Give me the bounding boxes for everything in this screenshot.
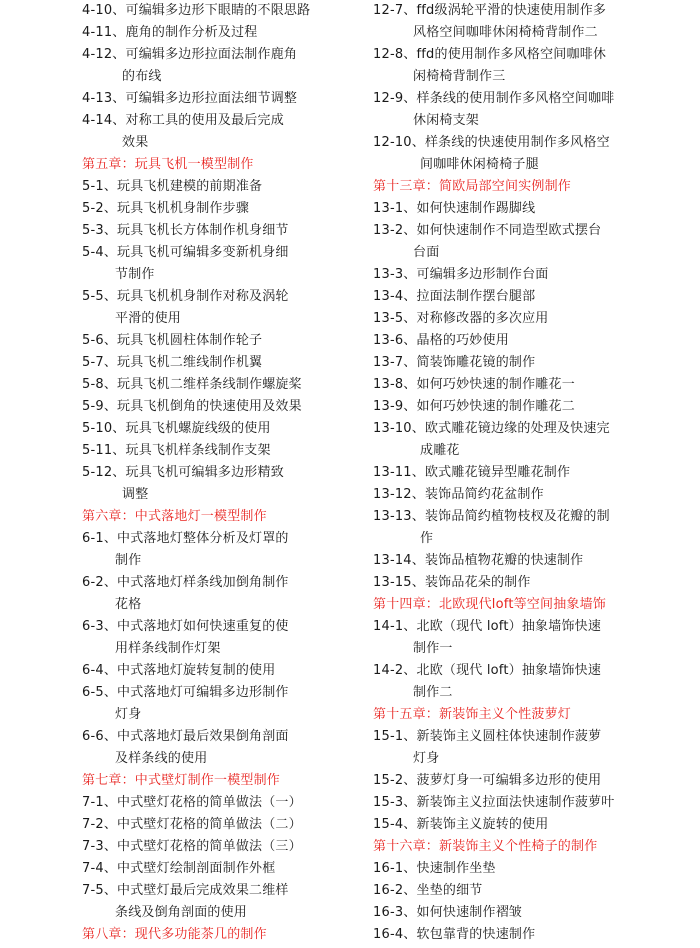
toc-entry: 5-9、玩具飞机倒角的快速使用及效果 [82, 399, 302, 414]
toc-entry: 16-4、软包靠背的快速制作 [373, 927, 536, 942]
toc-entry: 7-2、中式壁灯花格的简单做法（二） [82, 817, 302, 832]
chapter-heading: 第十六章：新装饰主义个性椅子的制作 [373, 839, 598, 854]
toc-entry: 14-1、北欧（现代 loft）抽象墙饰快速 [373, 619, 602, 634]
chapter-heading: 第十三章：简欧局部空间实例制作 [373, 179, 572, 194]
toc-entry: 6-2、中式落地灯样条线加倒角制作 [82, 575, 289, 590]
toc-entry: 13-12、装饰品简约花盆制作 [373, 487, 544, 502]
toc-entry: 12-8、ffd的使用制作多风格空间咖啡休 [373, 47, 607, 62]
toc-entry-continuation: 条线及倒角剖面的使用 [115, 905, 248, 920]
toc-entry: 5-2、玩具飞机机身制作步骤 [82, 201, 250, 216]
toc-left-column [82, 0, 344, 946]
toc-entry: 7-3、中式壁灯花格的简单做法（三） [82, 839, 302, 854]
toc-entry: 13-6、晶格的巧妙使用 [373, 333, 509, 348]
toc-entry: 4-12、可编辑多边形拉面法制作鹿角 [82, 47, 298, 62]
toc-entry: 15-2、菠萝灯身一可编辑多边形的使用 [373, 773, 602, 788]
toc-entry-continuation: 制作 [115, 553, 142, 568]
toc-entry: 12-9、样条线的使用制作多风格空间咖啡 [373, 91, 615, 106]
toc-entry-continuation: 风格空间咖啡休闲椅椅背制作二 [413, 25, 598, 40]
toc-entry: 5-8、玩具飞机二维样条线制作螺旋桨 [82, 377, 302, 392]
toc-entry-continuation: 花格 [115, 597, 142, 612]
chapter-heading: 第十四章：北欧现代loft等空间抽象墙饰 [373, 597, 607, 612]
toc-entry-continuation: 台面 [413, 245, 440, 260]
toc-entry: 5-10、玩具飞机螺旋线级的使用 [82, 421, 271, 436]
toc-entry: 5-6、玩具飞机圆柱体制作轮子 [82, 333, 263, 348]
toc-entry-continuation: 休闲椅支架 [413, 113, 480, 128]
toc-entry: 13-2、如何快速制作不同造型欧式摆台 [373, 223, 602, 238]
toc-entry: 15-1、新装饰主义圆柱体快速制作菠萝 [373, 729, 602, 744]
chapter-heading: 第五章：玩具飞机一模型制作 [82, 157, 254, 172]
toc-entry-continuation: 闲椅椅背制作三 [413, 69, 506, 84]
toc-entry: 5-7、玩具飞机二维线制作机翼 [82, 355, 263, 370]
toc-entry-continuation: 间咖啡休闲椅椅子腿 [420, 157, 539, 172]
toc-entry: 13-15、装饰品花朵的制作 [373, 575, 531, 590]
toc-entry: 15-3、新装饰主义拉面法快速制作菠萝叶 [373, 795, 615, 810]
toc-entry: 5-4、玩具飞机可编辑多变新机身细 [82, 245, 289, 260]
toc-entry-continuation: 节制作 [115, 267, 155, 282]
toc-entry: 13-4、拉面法制作摆台腿部 [373, 289, 536, 304]
toc-entry: 12-7、ffd级涡轮平滑的快速使用制作多 [373, 3, 607, 18]
toc-entry-continuation: 灯身 [413, 751, 440, 766]
toc-entry-continuation: 制作一 [413, 641, 453, 656]
toc-entry: 13-3、可编辑多边形制作台面 [373, 267, 549, 282]
toc-entry-continuation: 调整 [122, 487, 149, 502]
chapter-heading: 第十五章：新装饰主义个性菠萝灯 [373, 707, 572, 722]
toc-entry: 13-1、如何快速制作踢脚线 [373, 201, 536, 216]
toc-entry: 6-4、中式落地灯旋转复制的使用 [82, 663, 276, 678]
toc-entry: 6-5、中式落地灯可编辑多边形制作 [82, 685, 289, 700]
toc-entry: 4-13、可编辑多边形拉面法细节调整 [82, 91, 298, 106]
toc-entry: 7-5、中式壁灯最后完成效果二维样 [82, 883, 289, 898]
toc-entry: 7-4、中式壁灯绘制剖面制作外框 [82, 861, 276, 876]
toc-entry: 16-3、如何快速制作褶皱 [373, 905, 523, 920]
toc-entry-continuation: 制作二 [413, 685, 453, 700]
toc-entry: 7-1、中式壁灯花格的简单做法（一） [82, 795, 302, 810]
toc-entry: 13-14、装饰品植物花瓣的快速制作 [373, 553, 584, 568]
toc-entry-continuation: 灯身 [115, 707, 142, 722]
toc-entry: 5-1、玩具飞机建模的前期准备 [82, 179, 263, 194]
toc-entry: 5-5、玩具飞机机身制作对称及涡轮 [82, 289, 289, 304]
toc-entry-continuation: 平滑的使用 [115, 311, 182, 326]
toc-right-column [373, 0, 663, 946]
toc-entry-continuation: 的布线 [122, 69, 162, 84]
toc-entry: 16-1、快速制作坐垫 [373, 861, 496, 876]
toc-entry: 5-12、玩具飞机可编辑多边形精致 [82, 465, 284, 480]
toc-entry: 13-11、欧式雕花镜异型雕花制作 [373, 465, 571, 480]
toc-entry-continuation: 效果 [122, 135, 149, 150]
toc-entry: 13-5、对称修改器的多次应用 [373, 311, 549, 326]
toc-entry: 13-13、装饰品简约植物枝杈及花瓣的制 [373, 509, 610, 524]
toc-entry: 6-6、中式落地灯最后效果倒角剖面 [82, 729, 289, 744]
toc-entry: 13-9、如何巧妙快速的制作雕花二 [373, 399, 575, 414]
toc-entry: 4-10、可编辑多边形下眼睛的不限思路 [82, 3, 311, 18]
toc-entry: 5-11、玩具飞机样条线制作支架 [82, 443, 271, 458]
toc-entry: 4-11、鹿角的制作分析及过程 [82, 25, 258, 40]
toc-entry: 14-2、北欧（现代 loft）抽象墙饰快速 [373, 663, 602, 678]
toc-entry-continuation: 成雕花 [420, 443, 460, 458]
chapter-heading: 第七章：中式壁灯制作一模型制作 [82, 773, 281, 788]
toc-entry-continuation: 作 [420, 531, 434, 546]
toc-entry-continuation: 用样条线制作灯架 [115, 641, 221, 656]
toc-entry-continuation: 及样条线的使用 [115, 751, 208, 766]
toc-entry: 5-3、玩具飞机长方体制作机身细节 [82, 223, 289, 238]
toc-entry: 13-10、欧式雕花镜边缘的处理及快速完 [373, 421, 610, 436]
toc-entry: 13-7、简装饰雕花镜的制作 [373, 355, 536, 370]
toc-entry: 12-10、样条线的快速使用制作多风格空 [373, 135, 610, 150]
chapter-heading: 第六章：中式落地灯一模型制作 [82, 509, 267, 524]
toc-entry: 6-1、中式落地灯整体分析及灯罩的 [82, 531, 289, 546]
toc-entry: 13-8、如何巧妙快速的制作雕花一 [373, 377, 575, 392]
toc-entry: 16-2、坐垫的细节 [373, 883, 483, 898]
toc-entry: 15-4、新装饰主义旋转的使用 [373, 817, 549, 832]
chapter-heading: 第八章：现代多功能茶几的制作 [82, 927, 267, 942]
toc-entry: 4-14、对称工具的使用及最后完成 [82, 113, 284, 128]
toc-entry: 6-3、中式落地灯如何快速重复的使 [82, 619, 289, 634]
